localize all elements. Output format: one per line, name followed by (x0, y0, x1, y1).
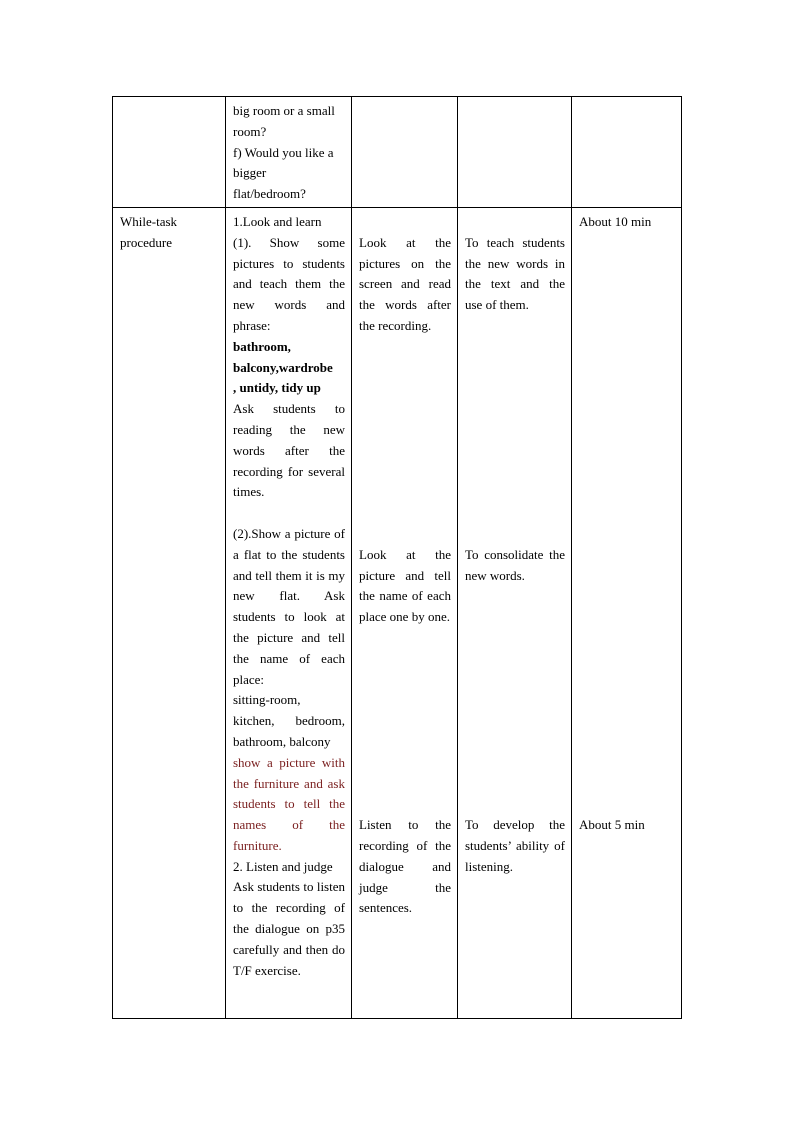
listen-judge-heading: 2. Listen and judge (233, 858, 333, 874)
stage-label-line: procedure (120, 234, 172, 250)
student-activity-cell (352, 207, 458, 1018)
student-activity-1: Look at the pictures on the screen and read the words after the recording. (359, 234, 451, 333)
stage-label-line: While-task (120, 213, 178, 229)
blank-space (465, 212, 565, 233)
lesson-plan-table (112, 96, 682, 1019)
question-text-line: big room or a small (233, 103, 335, 118)
time-estimate-1: About 10 min (579, 213, 652, 229)
step1-text: (1). Show some pictures to students and teach them the new words and phrase: (233, 234, 345, 333)
step1-ask-text: Ask students to reading the new words after the recording for several times. (233, 401, 345, 500)
purpose-cell (458, 207, 572, 1018)
table-row-continuation (113, 97, 682, 208)
teacher-activity-cell (226, 207, 352, 1018)
step2-text: (2).Show a picture of a flat to the students and tell them it is my new flat. Ask students to look at the picture and tell the name of each place: (233, 525, 345, 687)
blank-space (465, 587, 565, 816)
time-estimate-2: About 5 min (579, 817, 645, 833)
blank-space (359, 628, 451, 815)
purpose-3: To develop the students’ ability of listening. (465, 817, 565, 874)
listen-judge-text: Ask students to listen to the recording of the dialogue on p35 carefully and then do T/F exercise. (233, 879, 345, 978)
question-text-line: room? (233, 123, 267, 139)
question-text-line: f) Would you like a (233, 144, 334, 160)
question-text-line: bigger (233, 165, 267, 181)
teacher-activity-cell-continued (226, 97, 352, 208)
time-cell (572, 207, 682, 1018)
new-word-line: , untidy, tidy up (233, 380, 321, 396)
student-activity-3: Listen to the recording of the dialogue and judge the sentences. (359, 817, 451, 916)
stage-cell (113, 207, 226, 1018)
purpose-1: To teach students the new words in the text and the use of them. (465, 234, 565, 313)
purpose-2: To consolidate the new words. (465, 546, 565, 583)
blank-line (233, 503, 345, 524)
student-activity-2: Look at the picture and tell the name of each place one by one. (359, 546, 451, 625)
step2-furniture-text: show a picture with the furniture and ask students to tell the names of the furniture. (233, 754, 345, 853)
blank-space (579, 233, 675, 815)
look-learn-heading: 1.Look and learn (233, 213, 322, 229)
blank-space (359, 212, 451, 233)
question-text-line: flat/bedroom? (233, 186, 306, 202)
new-word-line: balcony,wardrobe (233, 359, 333, 375)
time-cell-empty (572, 97, 682, 208)
stage-cell-empty (113, 97, 226, 208)
new-word-line: bathroom, (233, 338, 291, 354)
student-activity-cell-empty (352, 97, 458, 208)
blank-space (465, 316, 565, 545)
purpose-cell-empty (458, 97, 572, 208)
blank-space (359, 337, 451, 545)
step2-places: sitting-room, kitchen, bedroom, bathroom, balcony (233, 692, 345, 749)
table-row-while-task (113, 207, 682, 1018)
